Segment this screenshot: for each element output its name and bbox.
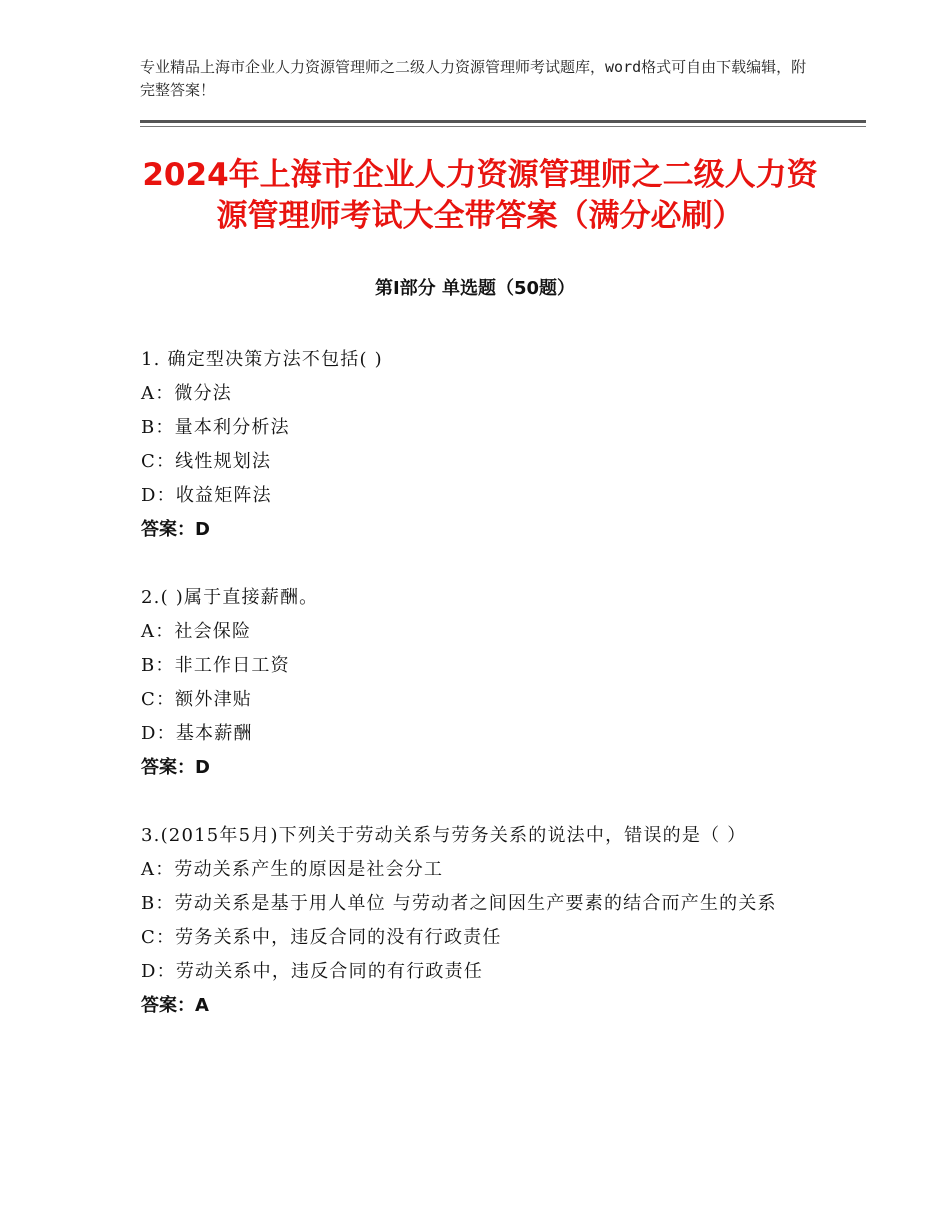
option-a: A：微分法 [141,383,232,404]
answer-line: 答案：A [141,995,209,1016]
question-stem: 2.( )属于直接薪酬。 [141,587,319,608]
question-3 [141,819,821,1023]
option-b: B：劳动关系是基于用人单位 与劳动者之间因生产要素的结合而产生的关系 [141,893,777,914]
option-c: C：线性规划法 [141,451,272,472]
option-d: D：劳动关系中，违反合同的有行政责任 [141,961,484,982]
question-stem: 1. 确定型决策方法不包括( ) [141,349,383,370]
answer-line: 答案：D [141,519,210,540]
option-c: C：劳务关系中，违反合同的没有行政责任 [141,927,502,948]
option-a: A：社会保险 [141,621,252,642]
option-d: D：收益矩阵法 [141,485,272,506]
option-a: A：劳动关系产生的原因是社会分工 [141,859,444,880]
option-b: B：量本利分析法 [141,417,290,438]
section-heading: 第Ⅰ部分 单选题（50题） [374,278,575,299]
question-2 [141,581,821,785]
question-stem: 3.(2015年5月)下列关于劳动关系与劳务关系的说法中，错误的是（ ） [141,825,747,846]
answer-line: 答案：D [141,757,210,778]
question-list [141,343,821,1057]
option-d: D：基本薪酬 [141,723,253,744]
header-divider-thin [140,126,866,127]
option-c: C：额外津贴 [141,689,252,710]
header-note: 专业精品上海市企业人力资源管理师之二级人力资源管理师考试题库，word格式可自由下载编辑，附完整答案！ [140,58,807,99]
question-1 [141,343,821,547]
option-b: B：非工作日工资 [141,655,290,676]
header-divider [140,120,866,123]
document-title: 2024年上海市企业人力资源管理师之二级人力资源管理师考试大全带答案（满分必刷） [142,157,818,234]
